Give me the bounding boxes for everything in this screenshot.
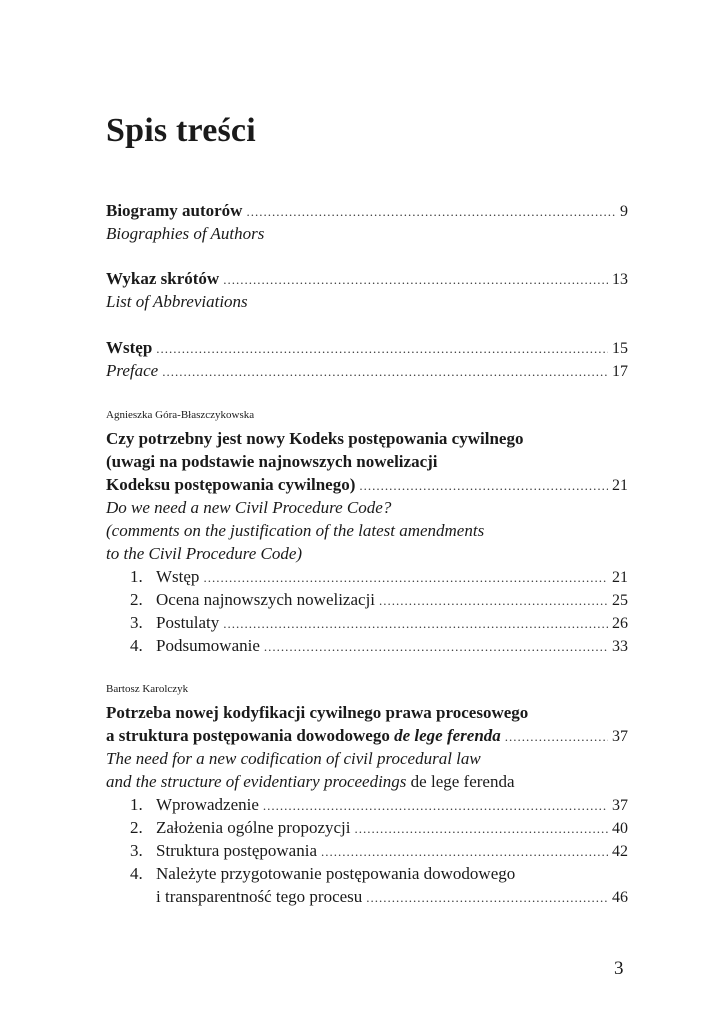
- toc-entry-biogramy: [106, 199, 628, 245]
- chapter-page: 37: [612, 728, 628, 745]
- entry-title-en: Preface: [106, 361, 159, 380]
- leader-dots: [162, 360, 608, 383]
- leader-dots: [223, 612, 608, 635]
- leader-dots: [156, 337, 608, 360]
- toc-entry-skroty: [106, 267, 628, 313]
- section-item: 1. Wstęp ..... 21: [106, 565, 628, 588]
- section-item: 4. Należyte przygotowanie postępowania dowodowego: [130, 864, 516, 883]
- leader-dots: [263, 794, 608, 817]
- chapter-title-en-line: Do we need a new Civil Procedure Code?: [106, 498, 392, 517]
- section-item: 1. Wprowadzenie ..... 37: [106, 793, 628, 816]
- section-item: 3. Struktura postępowania ..... 42: [106, 839, 628, 862]
- leader-dots: [379, 589, 608, 612]
- chapter-title-en-line: The need for a new codification of civil procedural law: [106, 749, 481, 768]
- chapter-title-line: Potrzeba nowej kodyfikacji cywilnego prawa procesowego: [106, 703, 529, 722]
- chapter-author: Bartosz Karolczyk: [106, 683, 189, 695]
- leader-dots: [321, 840, 608, 863]
- entry-page: 9: [620, 203, 628, 220]
- leader-dots: [223, 268, 608, 291]
- chapter-title-en-line: to the Civil Procedure Code): [106, 544, 303, 563]
- page-title: Spis treści: [106, 112, 256, 149]
- toc-chapter-1: [106, 406, 628, 657]
- leader-dots: [203, 566, 608, 589]
- entry-title: Biogramy autorów: [106, 201, 243, 220]
- toc-chapter-2: [106, 680, 628, 908]
- section-item: 2. Założenia ogólne propozycji ..... 40: [106, 816, 628, 839]
- chapter-title-line: Czy potrzebny jest nowy Kodeks postępowania cywilnego: [106, 429, 524, 448]
- entry-title-en: Biographies of Authors: [106, 224, 265, 243]
- chapter-page: 21: [612, 477, 628, 494]
- leader-dots: [264, 635, 608, 658]
- entry-title-en: List of Abbreviations: [106, 292, 248, 311]
- chapter-title-line: a struktura postępowania dowodowego de lege ferenda: [106, 726, 501, 745]
- chapter-title-line: (uwagi na podstawie najnowszych nowelizacji: [106, 452, 438, 471]
- leader-dots: [366, 886, 608, 909]
- toc-entry-wstep: [106, 336, 628, 382]
- chapter-title-line: Kodeksu postępowania cywilnego): [106, 475, 356, 494]
- entry-title: Wstęp: [106, 338, 153, 357]
- chapter-title-en-line: (comments on the justification of the latest amendments: [106, 521, 485, 540]
- leader-dots: [359, 474, 608, 497]
- entry-page: 13: [612, 271, 628, 288]
- leader-dots: [354, 817, 608, 840]
- entry-title: Wykaz skrótów: [106, 269, 220, 288]
- chapter-title-en-line: and the structure of evidentiary proceedings de lege ferenda: [106, 772, 515, 791]
- section-item: 2. Ocena najnowszych nowelizacji ..... 25: [106, 588, 628, 611]
- section-item-continued: i transparentność tego procesu ..... 46: [106, 885, 628, 908]
- entry-page: 15: [612, 340, 628, 357]
- page-number: 3: [614, 958, 624, 979]
- section-item: 3. Postulaty ..... 26: [106, 611, 628, 634]
- leader-dots: [246, 200, 616, 223]
- leader-dots: [505, 725, 608, 748]
- chapter-author: Agnieszka Góra-Błaszczykowska: [106, 409, 255, 421]
- entry-page: 17: [612, 363, 628, 380]
- section-item: 4. Podsumowanie ..... 33: [106, 634, 628, 657]
